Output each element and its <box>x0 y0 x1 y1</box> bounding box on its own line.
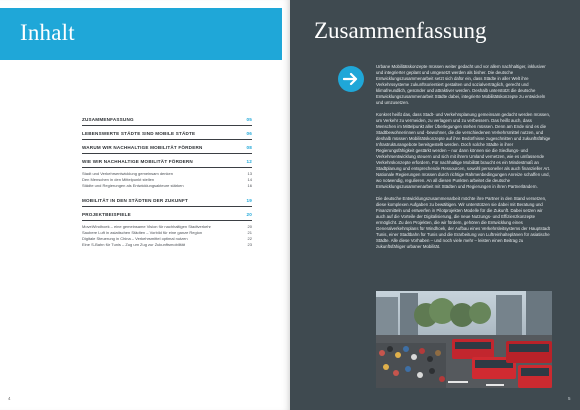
toc-section <box>82 210 252 252</box>
toc-section-page: 08 <box>246 145 252 150</box>
page-number-left: 4 <box>8 396 11 401</box>
toc-entry-page: 20 <box>247 223 252 229</box>
summary-paragraph-2: Konkret heißt das, dass Stadt- und Verkehrsplanung gemeinsam gedacht werden müssen, um Verkehr zu vermeiden, zu verlagern und zu verbessern. Das heißt auch, dass Menschen im Mittelpunkt aller Überlegungen stehen müssen. Denn am Ende sind es die Stadtbewohnerinnen und -bewohner, die die verschiedenen Verkehrsmittel nutzen, und deshalb müssen Mobilitätskonzepte auf ihre Bedürfnisse zugeschnitten und zukunftsfähige Infrastrukturangebote bereitgestellt werden. Doch solche Städte in ihrer Regierungsfähigkeit gestärkt werden – nur dann können sie die Siedlungs- und Verkehrsentwicklung steuern und sich mit ihrem Umland vernetzen, wie es umfassende Verkehrskonzepte erfordern. Für nachhaltige Mobilität braucht es ein Mindestmaß an Stadtplanung und entsprechende Ressourcen, sowohl personeller als auch finanzieller Art. Nationale Regierungen müssen durch richtige Rahmenbedingungen Anreize schaffen und, wo notwendig, regulieren. An all diesen Punkten arbeitet die deutsche Entwicklungszusammenarbeit mit Städten und Regierungen in ihren Partnerländern. <box>376 112 551 189</box>
right-page <box>290 0 580 410</box>
toc-section-page: 20 <box>246 211 252 217</box>
toc-entry-title: Saubere Luft in asiatischen Städten – Vorbild für eine ganze Region <box>82 229 203 235</box>
toc-entry-title: MoveWindhoek – eine gemeinsame Vision für nachhaltigen Stadtverkehr <box>82 223 211 229</box>
toc-spacer <box>82 190 252 193</box>
summary-text <box>376 64 552 256</box>
toc-entry-title: Eine S-Bahn für Tunis – Zug um Zug zur Zukunftsmobilität <box>82 242 185 248</box>
toc-entry-title: Stadt und Verkehrsentwicklung gemeinsam denken <box>82 171 173 176</box>
toc-spacer <box>82 248 252 251</box>
toc-section-page: 12 <box>246 159 252 164</box>
summary-paragraph-3: Die deutsche Entwicklungszusammenarbeit möchte ihre Partner in den Stand versetzen, diese komplexen Aufgaben zu bewältigen. Wir unterstützen sie dabei mit Beratung und Finanzmitteln und entwerfen in Pilotprojekten Modelle für die Zukunft. Dabei setzen wir auch auf die Vorteile der Digitalisierung, die neue Nutzungs- und Effizienzkonzepte ermöglicht. Zu den Projekten, die wir fördern, gehören die Entwicklung eines Generalverkehrsplans für Windhoek, der Aufbau eines Verkehrsleitsystems der Hauptstadt Tunis, einer Stadtbahn für Tunis und die Erarbeitung von Luftreinhalteplänen für asiatische Städte. Alle diese Vorhaben – und noch viele mehr – leisten einen Beitrag zu zukunftsfähiger urbaner Mobilität. <box>376 196 550 249</box>
toc-entry-page: 23 <box>247 242 252 248</box>
contents-title: Inhalt <box>20 20 75 45</box>
toc-section <box>82 196 252 207</box>
toc-entry-title: Städte und Regierungen als Entwicklungsakteure stärken <box>82 183 184 189</box>
traffic-photo-illustration <box>376 291 552 388</box>
toc-entry[interactable] <box>82 242 252 248</box>
toc-section-heading[interactable] <box>82 115 252 126</box>
summary-title: Zusammenfassung <box>314 18 487 43</box>
table-of-contents <box>82 115 252 254</box>
toc-section-title: MOBILITÄT IN DEN STÄDTEN DER ZUKUNFT <box>82 197 188 203</box>
toc-section-heading[interactable] <box>82 143 252 154</box>
toc-section-heading[interactable] <box>82 157 252 168</box>
toc-entry-page: 22 <box>247 235 252 241</box>
toc-entry-title: Den Menschen in den Mittelpunkt stellen <box>82 177 155 183</box>
toc-section-title: PROJEKTBEISPIELE <box>82 211 131 217</box>
toc-entry[interactable] <box>82 183 252 189</box>
toc-section <box>82 157 252 193</box>
toc-entry-page: 13 <box>247 171 252 176</box>
toc-section-heading[interactable] <box>82 129 252 140</box>
toc-section-title: WARUM WIR NACHHALTIGE MOBILITÄT FÖRDERN <box>82 145 203 150</box>
toc-section <box>82 115 252 126</box>
toc-section-heading[interactable] <box>82 196 252 207</box>
toc-section <box>82 143 252 154</box>
toc-section-title: ZUSAMMENFASSUNG <box>82 117 134 122</box>
toc-section-page: 05 <box>246 117 252 122</box>
toc-section-title: LEBENSWERTE STÄDTE SIND MOBILE STÄDTE <box>82 131 196 136</box>
toc-section-page: 19 <box>246 197 252 203</box>
toc-section <box>82 129 252 140</box>
toc-section-title: WIE WIR NACHHALTIGE MOBILITÄT FÖRDERN <box>82 159 193 164</box>
summary-paragraph-1: Urbane Mobilitätskonzepte müssen weiter gedacht und vor allem nachhaltiger, inklusiver und integrierter geplant und umgesetzt werden als bisher. Die deutsche Entwicklungszusammenarbeit setzt sich dafür ein, dass Städte in aller Welt ihre Verkehrssysteme zukunftsorientiert gestalten und sozialverträglich, gerecht und klimafreundlich, gesünder und attraktiver werden. Deshalb unterstützt die deutsche Entwicklungszusammenarbeit Städte dabei, integrierte Mobilitätskonzepte zu entwickeln und umzusetzen. <box>376 64 546 105</box>
contents-title-bar <box>0 8 282 60</box>
toc-section-page: 06 <box>246 131 252 136</box>
arrow-right-icon <box>338 66 364 92</box>
traffic-photo <box>376 291 552 388</box>
toc-entry-title: Digitale Steuerung in China – Verkehrsmittel optimal nutzen <box>82 235 188 241</box>
toc-entry-page: 21 <box>247 229 252 235</box>
page-number-right: 5 <box>568 396 571 401</box>
toc-entry-page: 14 <box>247 177 252 183</box>
arrow-right-icon-glyph <box>343 71 359 87</box>
toc-entry-page: 16 <box>247 183 252 189</box>
toc-section-heading[interactable] <box>82 210 252 221</box>
